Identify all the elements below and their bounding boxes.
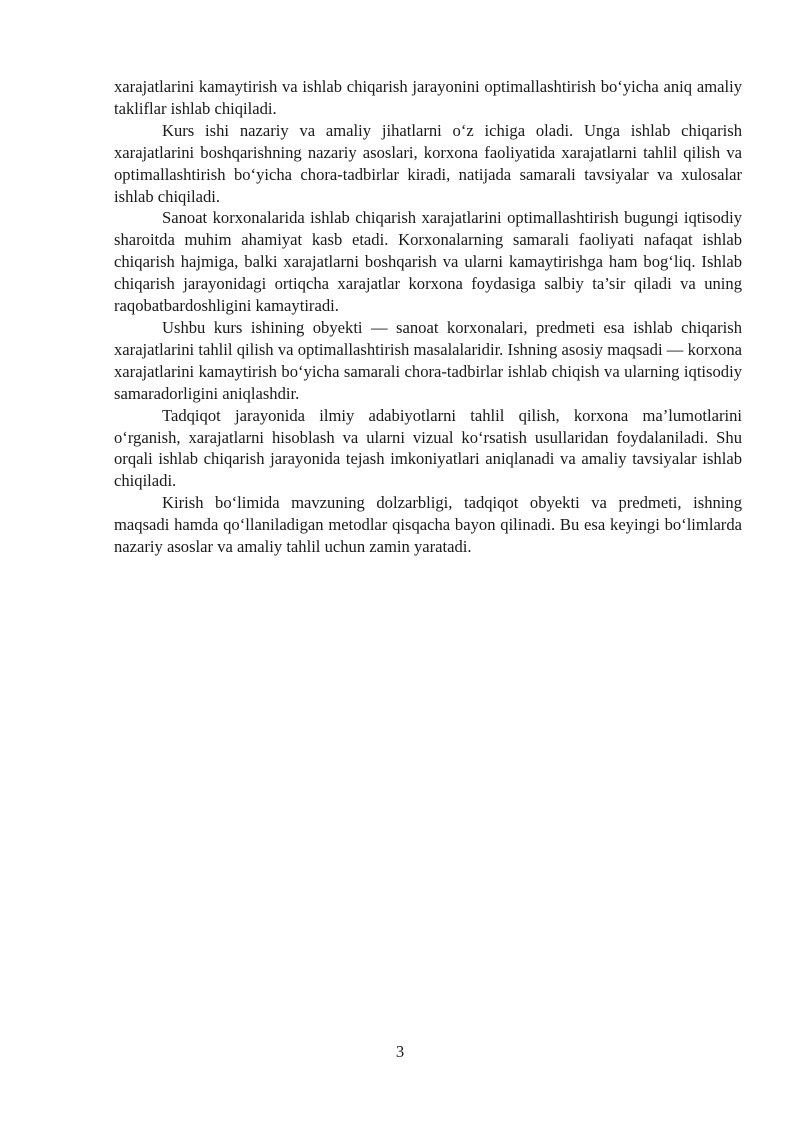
paragraph-relevance: Sanoat korxonalarida ishlab chiqarish xarajatlarini optimallashtirish bugungi iqtisodiy sharoitda muhim ahamiyat kasb etadi. Korxonalarning samarali faoliyati nafaqat ishlab chiqarish hajmiga, balki xarajatlarni boshqarish va ularni kamaytirishga ham bog‘liq. Ishlab chiqarish jarayonidagi ortiqcha xarajatlar korxona foydasiga salbiy ta’sir qiladi va uning raqobatbardoshligini kamaytiradi. xyxy=(114,208,742,316)
paragraph-object-subject: Ushbu kurs ishining obyekti — sanoat korxonalari, predmeti esa ishlab chiqarish xarajatlarini tahlil qilish va optimallashtirish masalalaridir. Ishning asosiy maqsadi — korxona xarajatlarini kamaytirish bo‘yicha samarali chora-tadbirlar ishlab chiqish va ularning iqtisodiy samaradorligini aniqlashdir. xyxy=(114,317,742,403)
paragraph-course-scope: Kurs ishi nazariy va amaliy jihatlarni o‘z ichiga oladi. Unga ishlab chiqarish xarajatlarini boshqarishning nazariy asoslari, korxona faoliyatida xarajatlarni tahlil qilish va optimallashtirish bo‘yicha chora-tadbirlar kiradi, natijada samarali tavsiyalar va xulosalar ishlab chiqiladi. xyxy=(114,120,742,206)
paragraph-continuation: xarajatlarini kamaytirish va ishlab chiqarish jarayonini optimallashtirish bo‘yicha aniq amaliy takliflar ishlab chiqiladi. xyxy=(114,77,742,118)
paragraph-methods: Tadqiqot jarayonida ilmiy adabiyotlarni tahlil qilish, korxona ma’lumotlarini o‘rganish, xarajatlarni hisoblash va ularni vizual ko‘rsatish usullaridan foydalaniladi. Shu orqali ishlab chiqarish jarayonida tejash imkoniyatlari aniqlanadi va amaliy tavsiyalar ishlab chiqiladi. xyxy=(114,405,742,491)
page-number: 3 xyxy=(395,1042,405,1061)
paragraph-introduction-summary: Kirish bo‘limida mavzuning dolzarbligi, tadqiqot obyekti va predmeti, ishning maqsadi hamda qo‘llaniladigan metodlar qisqacha bayon qilinadi. Bu esa keyingi bo‘limlarda nazariy asoslar va amaliy tahlil uchun zamin yaratadi. xyxy=(114,493,742,557)
body-text xyxy=(114,76,742,558)
